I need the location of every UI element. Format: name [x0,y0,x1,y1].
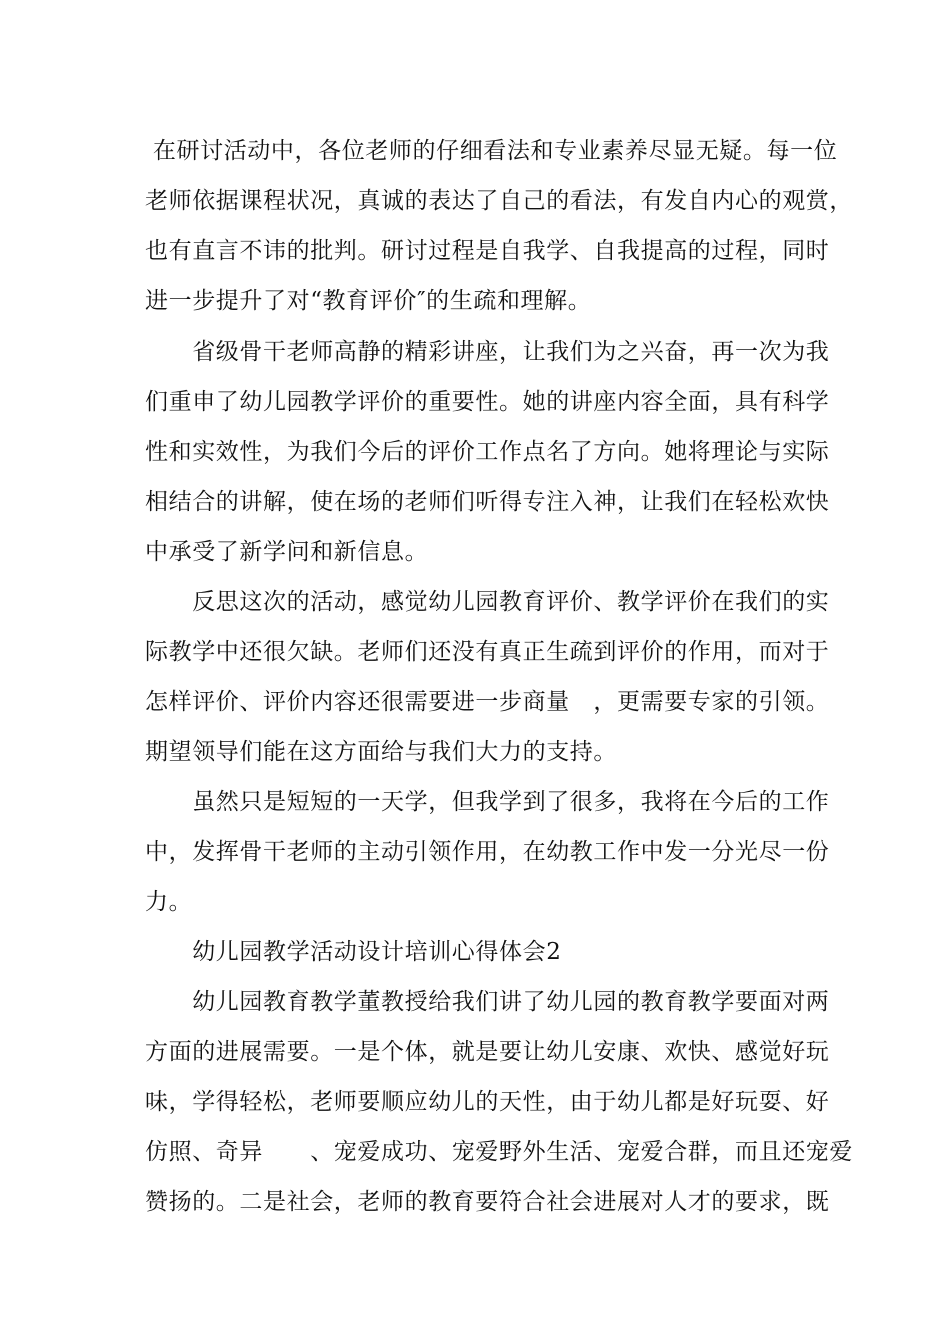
text-line: 也有直言不讳的批判。研讨过程是自我学、自我提高的过程，同时 [145,238,830,264]
text-line: 反思这次的活动，感觉幼儿园教育评价、教学评价在我们的实 [145,589,830,615]
text-line: 在研讨活动中，各位老师的仔细看法和专业素养尽显无疑。每一位 [145,138,838,164]
text-line: 老师依据课程状况，真诚的表达了自己的看法，有发自内心的观赏， [145,188,853,214]
section-heading: 幼儿园教学活动设计培训心得体会2 [145,939,562,965]
text-line: 中，发挥骨干老师的主动引领作用，在幼教工作中发一分光尽一份 [145,839,830,865]
text-line: 幼儿园教育教学董教授给我们讲了幼儿园的教育教学要面对两 [145,989,830,1015]
text-line: 虽然只是短短的一天学，但我学到了很多，我将在今后的工作 [145,789,830,815]
text-line: 怎样评价、评价内容还很需要进一步商量 ，更需要专家的引领。 [145,689,830,715]
text-line: 省级骨干老师高静的精彩讲座，让我们为之兴奋，再一次为我 [145,339,830,365]
text-line: 赞扬的。二是社会，老师的教育要符合社会进展对人才的要求，既 [145,1189,830,1215]
text-line: 力。 [145,889,193,915]
text-line: 仿照、奇异 、宠爱成功、宠爱野外生活、宠爱合群，而且还宠爱 [145,1139,853,1165]
text-line: 性和实效性，为我们今后的评价工作点名了方向。她将理论与实际 [145,439,830,465]
text-line: 际教学中还很欠缺。老师们还没有真正生疏到评价的作用，而对于 [145,639,830,665]
text-line: 们重申了幼儿园教学评价的重要性。她的讲座内容全面，具有科学 [145,389,830,415]
text-line: 中承受了新学问和新信息。 [145,539,429,565]
text-line: 方面的进展需要。一是个体，就是要让幼儿安康、欢快、感觉好玩 [145,1039,830,1065]
text-line: 味，学得轻松，老师要顺应幼儿的天性，由于幼儿都是好玩耍、好 [145,1089,830,1115]
text-line: 相结合的讲解，使在场的老师们听得专注入神，让我们在轻松欢快 [145,489,830,515]
text-line: 期望领导们能在这方面给与我们大力的支持。 [145,739,617,765]
text-line: 进一步提升了对“教育评价″的生疏和理解。 [145,288,592,314]
